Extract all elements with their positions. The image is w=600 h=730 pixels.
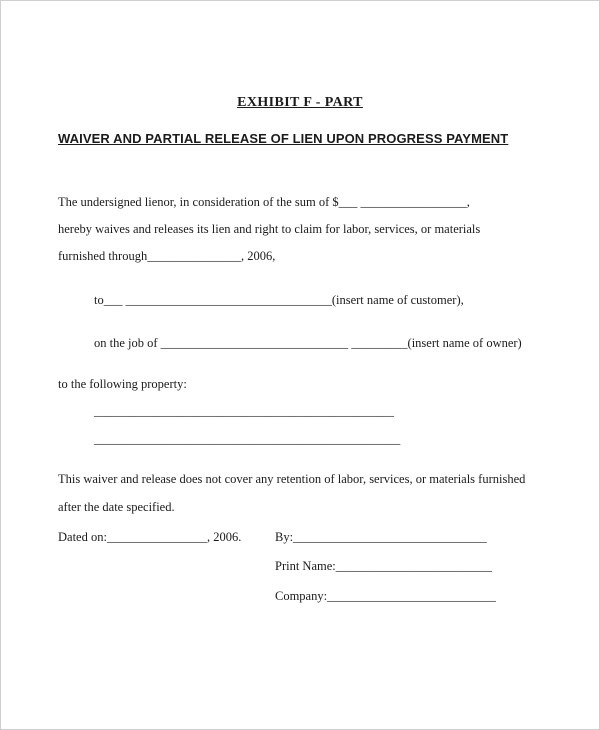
property-intro-line: to the following property:	[58, 377, 187, 391]
print-name-blank-line: Print Name:_________________________	[275, 559, 493, 573]
customer-name-blank-line: to___ _________________________________(insert name of customer),	[94, 293, 464, 307]
document-heading: WAIVER AND PARTIAL RELEASE OF LIEN UPON PROGRESS PAYMENT	[58, 131, 509, 146]
retention-clause-line2: after the date specified.	[58, 500, 175, 514]
by-signature-blank-line: By:_______________________________	[275, 530, 487, 544]
paragraph-consideration-line1: The undersigned lienor, in consideration of the sum of $___ _________________,	[58, 195, 470, 209]
owner-name-blank-line: on the job of ______________________________ _________(insert name of owner)	[94, 336, 522, 350]
property-blank-line-2: _________________________________________________	[94, 432, 401, 446]
retention-clause-line1: This waiver and release does not cover any retention of labor, services, or materials furnished	[58, 472, 526, 486]
property-blank-line-1: ________________________________________________	[94, 404, 394, 418]
dated-on-blank-line: Dated on:________________, 2006.	[58, 530, 242, 544]
paragraph-consideration-line3: furnished through_______________, 2006,	[58, 249, 276, 263]
company-blank-line: Company:___________________________	[275, 589, 496, 603]
paragraph-consideration-line2: hereby waives and releases its lien and right to claim for labor, services, or materials	[58, 222, 481, 236]
document-title: EXHIBIT F - PART	[237, 95, 363, 110]
